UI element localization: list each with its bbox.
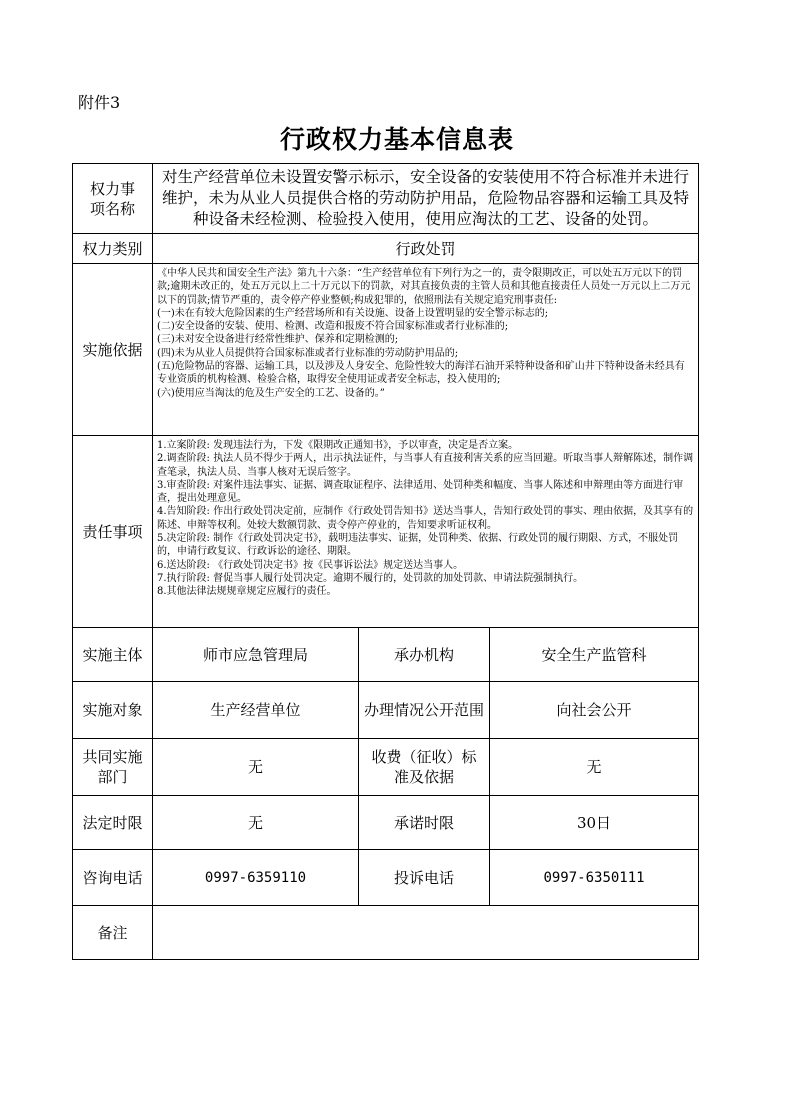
duty-line: 5.决定阶段: 制作《行政处罚决定书》，载明违法事实、证据，处罚种类、依据、行政处罚的履行期限、方式，不服处罚的，申请行政复议、行政诉讼的途径、期限。 — [157, 533, 679, 558]
duty-content — [153, 436, 699, 628]
agency-value: 安全生产监管科 — [490, 628, 699, 682]
legal-time-value: 无 — [153, 796, 359, 850]
row-target — [73, 682, 699, 739]
complaint-phone-value: 0997-6350111 — [490, 850, 699, 906]
joint-dept-value: 无 — [153, 739, 359, 796]
row-power-category — [73, 234, 699, 264]
power-category-value: 行政处罚 — [153, 234, 699, 264]
row-basis — [73, 264, 699, 436]
row-remark — [73, 906, 699, 960]
basis-line: (六)使用应当淘汰的危及生产安全的工艺、设备的。” — [157, 387, 385, 399]
basis-line: (四)未为从业人员提供符合国家标准或者行业标准的劳动防护用品的; — [157, 347, 459, 359]
consult-phone-value: 0997-6359110 — [153, 850, 359, 906]
fee-value: 无 — [490, 739, 699, 796]
complaint-phone-label: 投诉电话 — [359, 850, 490, 906]
power-name-label-text: 权力事项名称 — [89, 179, 135, 218]
basis-line: (二)安全设备的安装、使用、检测、改造和报废不符合国家标准或者行业标准的; — [157, 321, 509, 333]
duty-label: 责任事项 — [73, 436, 153, 628]
duty-line: 2.调查阶段: 执法人员不得少于两人，出示执法证件，与当事人有直接利害关系的应当回避。听取当事人辩解陈述，制作调查笔录，执法人员、当事人核对无误后签字。 — [157, 453, 694, 478]
basis-line: (五)危险物品的容器、运输工具，以及涉及人身安全、危险性较大的海洋石油开采特种设备和矿山井下特种设备未经具有专业资质的机构检测、检验合格，取得安全使用证或者安全标志，投入使用的; — [157, 361, 685, 386]
row-duty — [73, 436, 699, 628]
basis-line: (三)未对安全设备进行经常性维护、保养和定期检测的; — [157, 334, 399, 346]
fee-label-text: 收费（征收）标准及依据 — [371, 748, 477, 786]
joint-dept-label-text: 共同实施部门 — [82, 748, 143, 786]
duty-line: 7.执行阶段: 督促当事人履行处罚决定。逾期不履行的，处罚款的加处罚款、申请法院强制执行。 — [157, 572, 584, 584]
basis-label: 实施依据 — [73, 264, 153, 436]
duty-line: 6.送达阶段: 《行政处罚决定书》按《民事诉讼法》规定送达当事人。 — [157, 559, 464, 571]
basis-content — [153, 264, 699, 436]
duty-line: 1.立案阶段: 发现违法行为，下发《限期改正通知书》，予以审查，决定是否立案。 — [157, 440, 519, 451]
subject-label: 实施主体 — [73, 628, 153, 682]
basis-line: (一)未在有较大危险因素的生产经营场所和有关设施、设备上设置明显的安全警示标志的; — [157, 307, 549, 319]
basis-line: 《中华人民共和国安全生产法》第九十六条：“生产经营单位有下列行为之一的，责令限期改正，可以处五万元以下的罚款;逾期未改正的，处五万元以上二十万元以下的罚款，对其直接负责的主管人员和其他直接责任人员处一万元以上二万元以下的罚款;情节严重的，责令停产停业整顿;构成犯罪的，依照刑法有关规定追究刑事责任: — [157, 268, 691, 306]
row-phone — [73, 850, 699, 906]
duty-line: 8.其他法律法规规章规定应履行的责任。 — [157, 586, 337, 598]
disclosure-value: 向社会公开 — [490, 682, 699, 739]
attachment-label: 附件3 — [78, 93, 121, 112]
promise-time-value: 30日 — [490, 796, 699, 850]
target-label: 实施对象 — [73, 682, 153, 739]
power-category-label: 权力类别 — [73, 234, 153, 264]
info-table — [72, 163, 699, 960]
consult-phone-label: 咨询电话 — [73, 850, 153, 906]
power-name-value: 对生产经营单位未设置安警示标示，安全设备的安装使用不符合标准并未进行维护，未为从业人员提供合格的劳动防护用品，危险物品容器和运输工具及特种设备未经检测、检验投入使用，使用应淘汰的工艺、设备的处罚。 — [153, 164, 699, 234]
page-title: 行政权力基本信息表 — [279, 125, 514, 154]
row-power-name — [73, 164, 699, 234]
duty-line: 4.告知阶段: 作出行政处罚决定前，应制作《行政处罚告知书》送达当事人，告知行政处罚的事实、理由依据，及其享有的陈述、申辩等权利。处较大数额罚款、责令停产停业的，告知要求听证权利。 — [157, 506, 694, 531]
disclosure-label: 办理情况公开范围 — [359, 682, 490, 739]
remark-value — [153, 906, 699, 960]
row-joint — [73, 739, 699, 796]
subject-value: 师市应急管理局 — [153, 628, 359, 682]
row-time-limit — [73, 796, 699, 850]
target-value: 生产经营单位 — [153, 682, 359, 739]
fee-label — [359, 739, 490, 796]
joint-dept-label — [73, 739, 153, 796]
duty-line: 3.审查阶段: 对案件违法事实、证据、调查取证程序、法律适用、处罚种类和幅度、当事人陈述和申辩理由等方面进行审查，提出处理意见。 — [157, 479, 684, 505]
agency-label: 承办机构 — [359, 628, 490, 682]
promise-time-label: 承诺时限 — [359, 796, 490, 850]
power-name-label — [73, 164, 153, 234]
row-subject — [73, 628, 699, 682]
remark-label: 备注 — [73, 906, 153, 960]
legal-time-label: 法定时限 — [73, 796, 153, 850]
